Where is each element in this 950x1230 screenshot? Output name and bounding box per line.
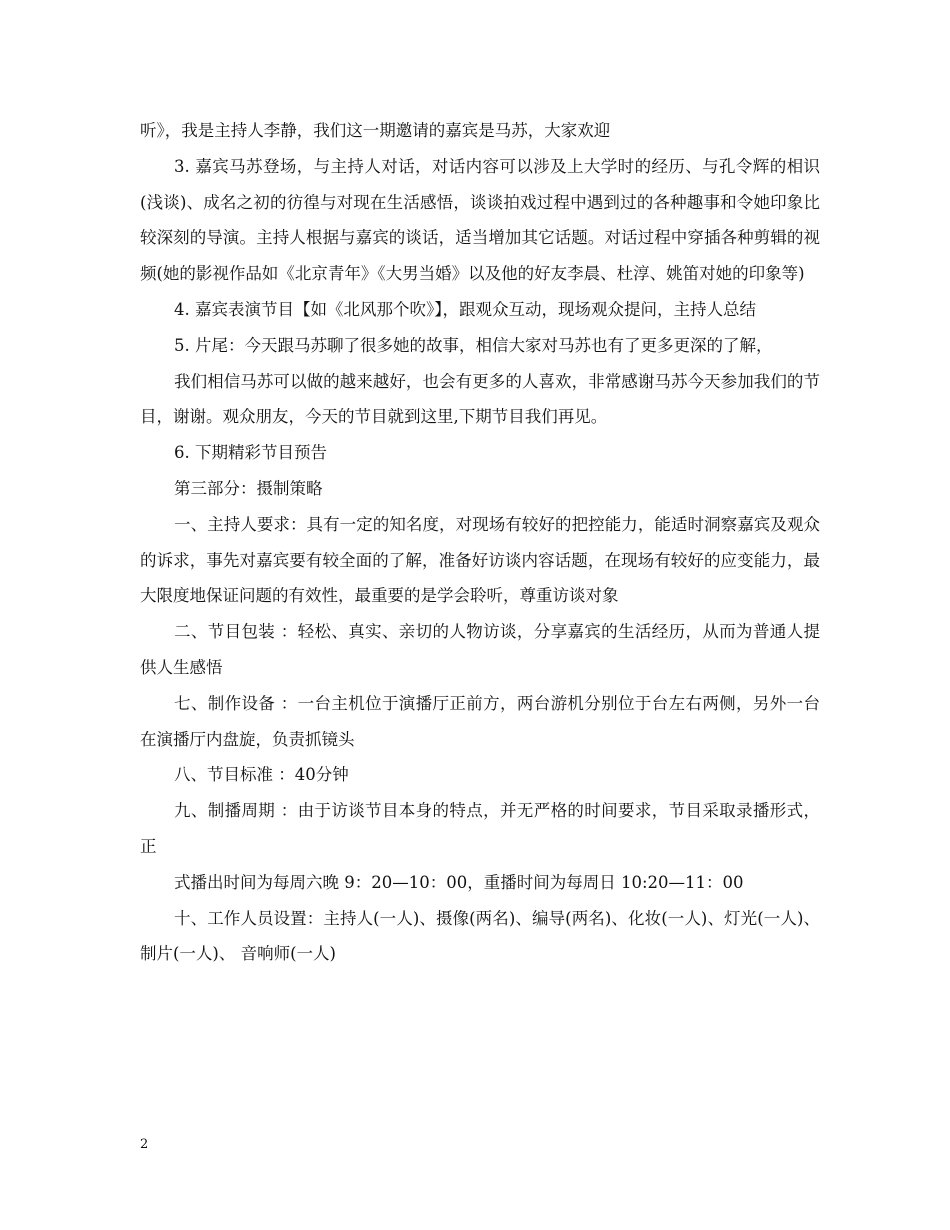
document-body (140, 113, 820, 972)
paragraph-3: 4. 嘉宾表演节目【如《北风那个吹》】，跟观众互动，现场观众提问，主持人总结 (174, 299, 756, 319)
paragraph-6: 6. 下期精彩节目预告 (174, 443, 327, 463)
paragraph-equipment: 七、制作设备 ：一台主机位于演播厅正前方，两台游机分别位于台左右两侧，另外一台在演播厅内盘旋，负责抓镜头 (140, 693, 820, 749)
paragraph-staff: 十、工作人员设置：主持人(一人)、摄像(两名)、编导(两名)、化妆(一人)、灯光(一人)、制片(一人)、 音响师(一人) (140, 908, 820, 964)
paragraph-5: 我们相信马苏可以做的越来越好，也会有更多的人喜欢，非常感谢马苏今天参加我们的节目，谢谢。观众朋友，今天的节目就到这里,下期节目我们再见。 (140, 371, 820, 427)
paragraph-schedule: 式播出时间为每周六晚 9：20—10：00，重播时间为每周日 10:20—11：00 (174, 872, 744, 892)
paragraph-cycle: 九、制播周期 ：由于访谈节目本身的特点，并无严格的时间要求，节目采取录播形式，正 (140, 801, 820, 856)
section-heading: 第三部分：摄制策略 (174, 478, 323, 498)
paragraph-host-requirements: 一、主持人要求：具有一定的知名度，对现场有较好的把控能力，能适时洞察嘉宾及观众的诉求，事先对嘉宾要有较全面的了解，准备好访谈内容话题，在现场有较好的应变能力，最大限度地保证问题的有效性，最重要的是学会聆听，尊重访谈对象 (140, 514, 820, 606)
paragraph-packaging: 二、节目包装 ：轻松、真实、亲切的人物访谈，分享嘉宾的生活经历，从而为普通人提供人生感悟 (140, 622, 820, 677)
paragraph-2: 3. 嘉宾马苏登场，与主持人对话，对话内容可以涉及上大学时的经历、与孔令辉的相识(浅谈)、成名之初的彷徨与对现在生活感悟，谈谈拍戏过程中遇到过的各种趣事和令她印象比较深刻的导演。主持人根据与嘉宾的谈话，适当增加其它话题。对话过程中穿插各种剪辑的视频(她的影视作品如《北京青年》《大男当婚》以及他的好友李晨、杜淳、姚笛对她的印象等) (140, 156, 820, 284)
page-number: 2 (140, 1137, 149, 1152)
paragraph-standard: 八、节目标准 ：40分钟 (174, 765, 349, 785)
paragraph-1: 听》，我是主持人李静，我们这一期邀请的嘉宾是马苏，大家欢迎 (140, 121, 611, 140)
paragraph-4: 5. 片尾：今天跟马苏聊了很多她的故事，相信大家对马苏也有了更多更深的了解， (174, 335, 773, 355)
